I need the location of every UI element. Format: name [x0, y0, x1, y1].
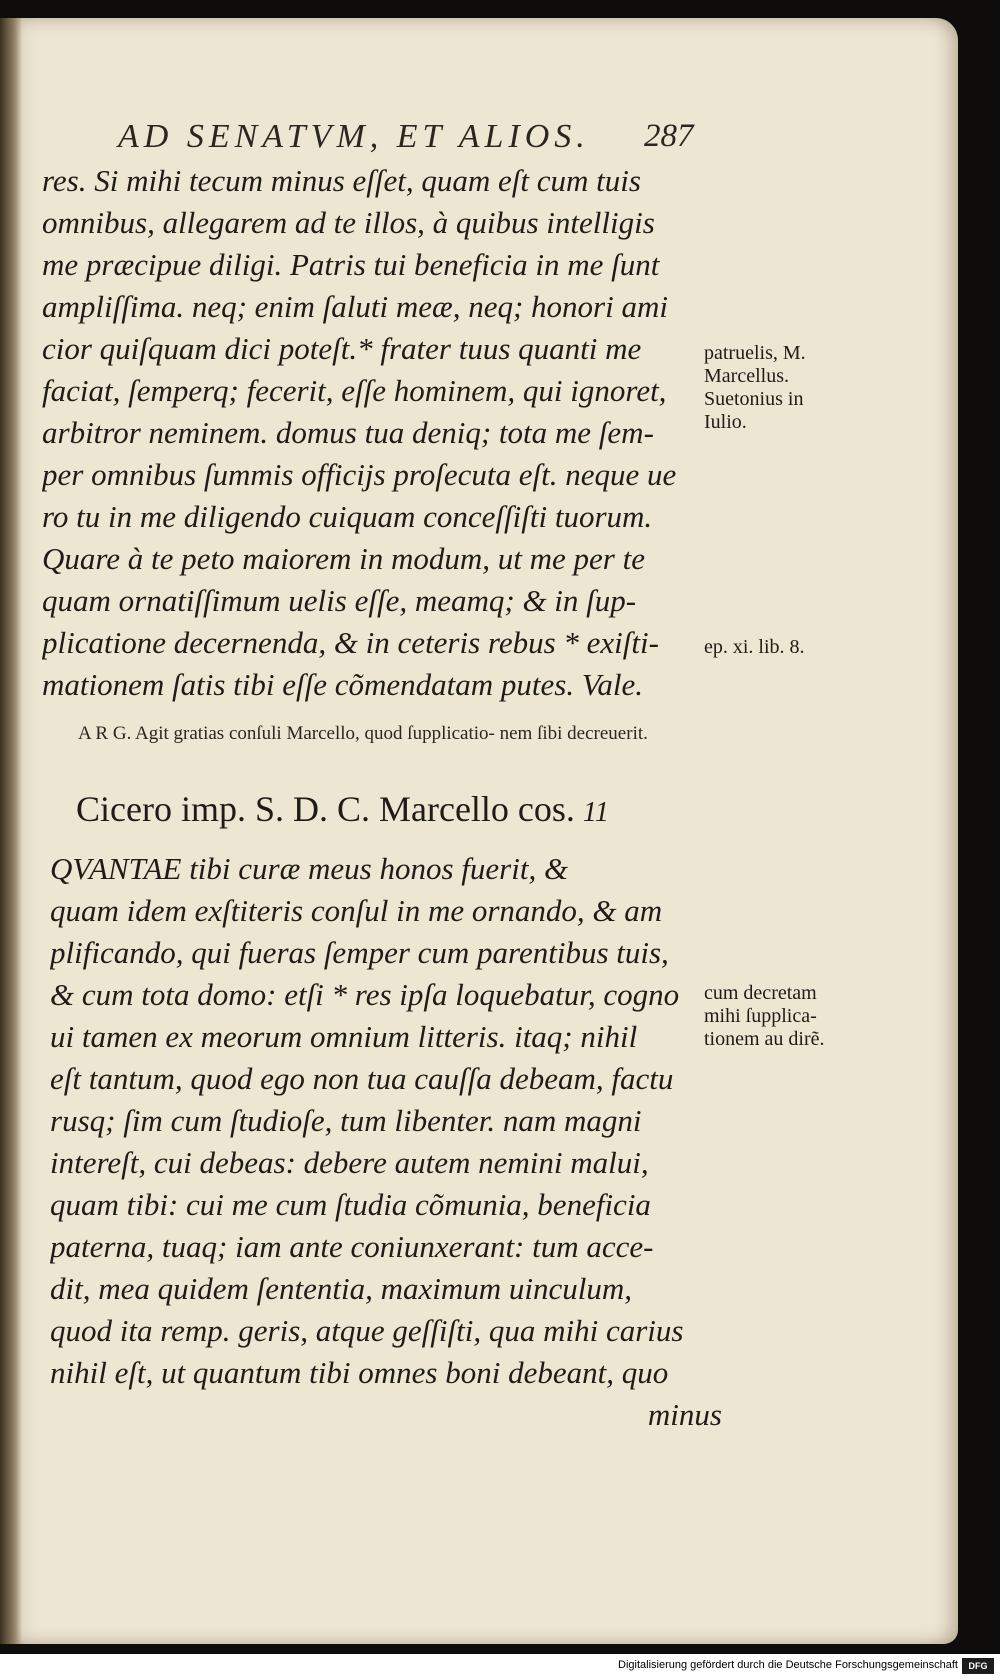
marginal-note-line: tionem au dirẽ. [704, 1028, 825, 1050]
text-line: cior quiſquam dici poteſt.* frater tuus quanti me [42, 331, 642, 366]
letter-2-title: Cicero imp. S. D. C. Marcello cos. [76, 789, 575, 829]
footer-bar [0, 1654, 1000, 1679]
text-line: arbitror neminem. domus tua deniq; tota me ſem- [42, 415, 654, 450]
text-line: quam idem exſtiteris conſul in me ornando, & am [50, 893, 663, 928]
text-line: intereſt, cui debeas: debere autem nemini malui, [50, 1145, 649, 1180]
book-gutter [0, 18, 22, 1644]
marginal-note-line: cum decretam [704, 982, 817, 1004]
text-line: omnibus, allegarem ad te illos, à quibus intelligis [42, 205, 655, 240]
text-line: rusq; ſim cum ſtudioſe, tum libenter. nam magni [50, 1103, 642, 1138]
text-line: mationem ſatis tibi eſſe cõmendatam putes. Vale. [42, 667, 643, 702]
text-line: & cum tota domo: etſi * res ipſa loquebatur, cogno [50, 977, 680, 1012]
text-line: per omnibus ſummis officijs proſecuta eſt. neque ue [42, 457, 677, 492]
text-line: nihil eſt, ut quantum tibi omnes boni debeant, quo [50, 1355, 669, 1390]
text-line: paterna, tuaq; iam ante coniunxerant: tum acce- [50, 1229, 654, 1264]
text-line: faciat, ſemperq; fecerit, eſſe hominem, qui ignoret, [42, 373, 667, 408]
text-line: me præcipue diligi. Patris tui beneficia in me ſunt [42, 247, 660, 282]
text-line: plificando, qui fueras ſemper cum parentibus tuis, [50, 935, 669, 970]
page-number: 287 [644, 118, 694, 154]
marginal-note-line: ep. xi. lib. 8. [704, 636, 805, 658]
marginal-note-1 [704, 342, 884, 434]
marginal-note-line: Marcellus. [704, 365, 789, 387]
text-line: plicatione decernenda, & in ceteris rebus * exiſti- [42, 625, 659, 660]
marginal-note-line: patruelis, M. [704, 342, 806, 364]
marginal-note-line: Iulio. [704, 411, 747, 433]
text-line: dit, mea quidem ſententia, maximum uinculum, [50, 1271, 633, 1306]
text-line: ro tu in me diligendo cuiquam conceſſiſti tuorum. [42, 499, 653, 534]
dfg-logo-icon: DFG [962, 1658, 994, 1674]
text-line: res. Si mihi tecum minus eſſet, quam eſt cum tuis [42, 163, 641, 198]
text-line: eſt tantum, quod ego non tua cauſſa debeam, factu [50, 1061, 674, 1096]
text-line: ampliſſima. neq; enim ſaluti meæ, neq; honori ami [42, 289, 668, 324]
catchword: minus [647, 1397, 722, 1432]
text-line: QVANTAE tibi curæ meus honos fuerit, & [50, 851, 569, 886]
text-line: Quare à te peto maiorem in modum, ut me per te [42, 541, 645, 576]
running-header: AD SENATVM, ET ALIOS. [118, 118, 590, 155]
footer-credit: Digitalisierung gefördert durch die Deutsche Forschungsgemeinschaft [618, 1659, 958, 1671]
letter-1-body [42, 160, 714, 706]
marginal-note-line: mihi ſupplica- [704, 1005, 817, 1027]
marginal-note-3 [704, 982, 884, 1051]
text-line: quam tibi: cui me cum ſtudia cõmunia, beneficia [50, 1187, 651, 1222]
marginal-note-2 [704, 636, 884, 659]
marginal-note-line: Suetonius in [704, 388, 804, 410]
letter-2-body [50, 848, 722, 1436]
text-line: ui tamen ex meorum omnium litteris. itaq; nihil [50, 1019, 638, 1054]
letter-2-heading [76, 788, 716, 830]
text-line: quod ita remp. geris, atque geſſiſti, qua mihi carius [50, 1313, 684, 1348]
argument-summary: A R G. Agit gratias conſuli Marcello, quod ſupplicatio- nem ſibi decreuerit. [78, 723, 648, 744]
letter-number: 11 [582, 797, 609, 828]
text-line: quam ornatiſſimum uelis eſſe, meamq; & in ſup- [42, 583, 637, 618]
